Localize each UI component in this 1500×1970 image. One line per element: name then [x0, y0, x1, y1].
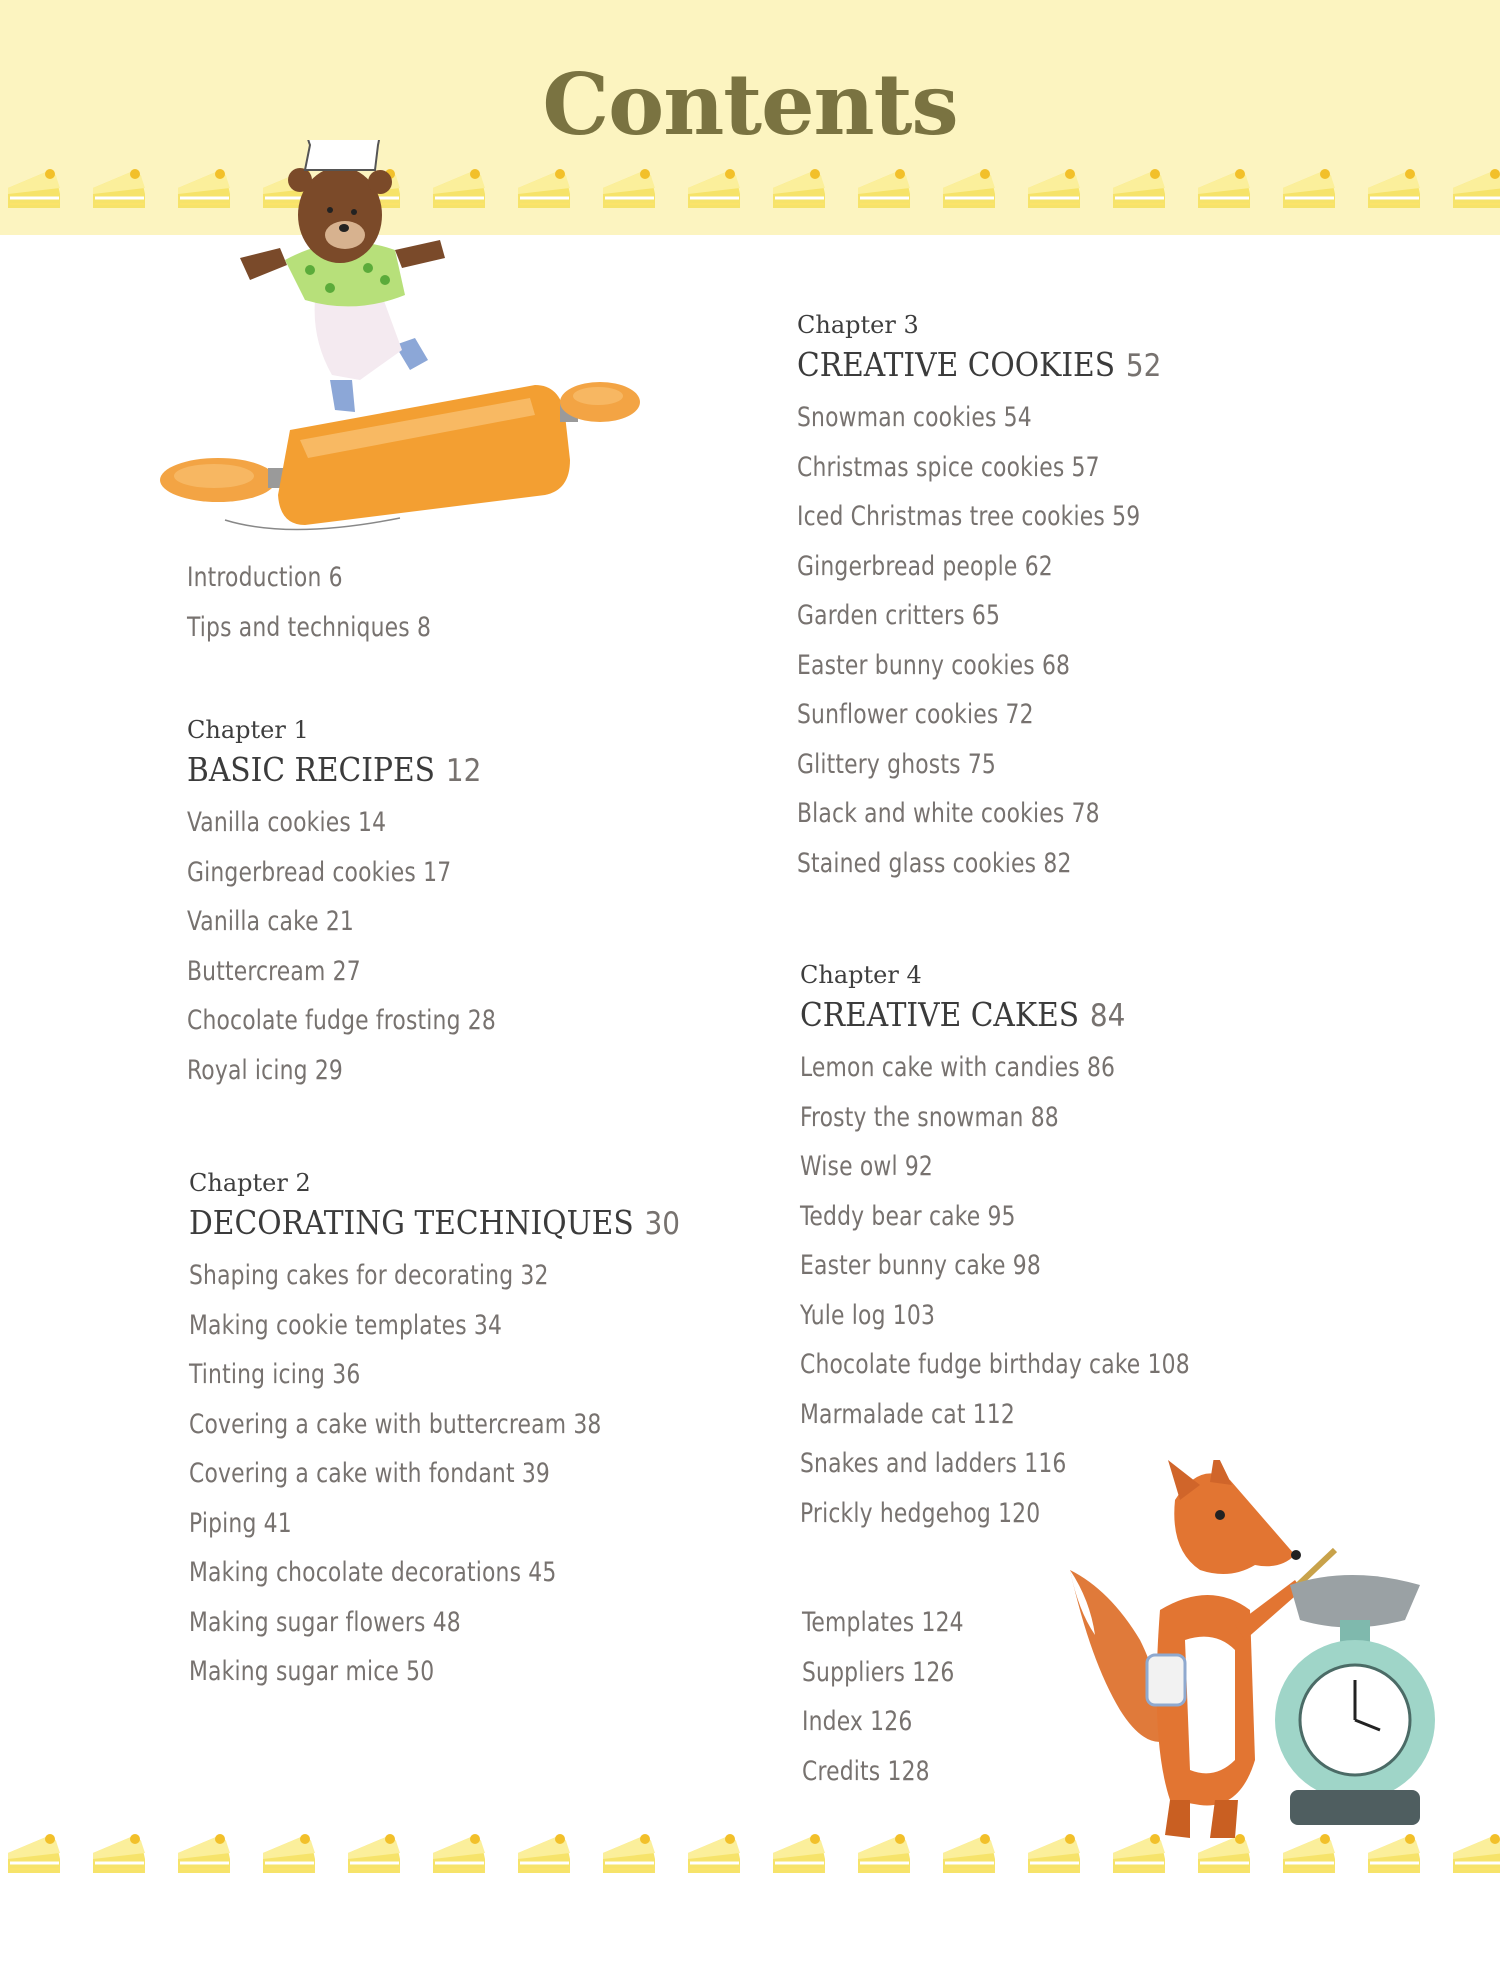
- cake-slice-icon: [1279, 168, 1339, 216]
- cake-slice-icon: [1364, 168, 1424, 216]
- cake-slice-icon: [599, 1833, 659, 1881]
- toc-entry-page: 17: [423, 856, 452, 888]
- toc-entry-label: Chocolate fudge frosting: [187, 1005, 461, 1036]
- toc-entry-label: Piping: [189, 1507, 257, 1539]
- toc-entry-label: Royal icing: [187, 1054, 308, 1086]
- toc-entry[interactable]: [187, 798, 496, 848]
- chapter-1-section: [187, 715, 530, 1095]
- toc-entry-page: 65: [971, 600, 1001, 631]
- toc-entry-label: Covering a cake with fondant: [189, 1458, 515, 1489]
- toc-entry-page: 98: [1012, 1250, 1041, 1281]
- toc-entry-label: Gingerbread cookies: [187, 856, 416, 888]
- cake-slice-icon: [684, 1833, 744, 1881]
- toc-entry-label: Lemon cake with candies: [800, 1052, 1080, 1083]
- cake-slice-icon: [854, 168, 914, 216]
- toc-entry-page: 62: [1024, 550, 1053, 582]
- toc-entry-page: 128: [887, 1755, 930, 1787]
- toc-entry-label: Credits: [802, 1755, 881, 1787]
- cake-slice-icon: [854, 1833, 914, 1881]
- toc-entry-page: 72: [1005, 699, 1034, 730]
- toc-entry[interactable]: [797, 641, 1161, 691]
- cake-slice-icon: [1109, 168, 1169, 216]
- toc-entry-page: 112: [972, 1398, 1015, 1430]
- toc-entry-label: Chocolate fudge birthday cake: [800, 1349, 1141, 1380]
- toc-entry-page: 48: [432, 1606, 461, 1638]
- toc-entry-label: Buttercream: [187, 955, 326, 987]
- cake-slice-icon: [4, 1833, 64, 1881]
- toc-entry-page: 126: [870, 1706, 913, 1737]
- toc-entry[interactable]: [800, 1043, 1190, 1093]
- toc-entry-page: 36: [332, 1359, 361, 1390]
- cake-slice-icon: [1024, 168, 1084, 216]
- toc-entry-label: Shaping cakes for decorating: [189, 1260, 514, 1291]
- toc-entry[interactable]: [189, 1350, 680, 1400]
- toc-entry[interactable]: [800, 1390, 1190, 1440]
- cake-slice-icon: [1449, 168, 1500, 216]
- toc-entry-label: Covering a cake with buttercream: [189, 1408, 567, 1440]
- chapter-heading[interactable]: CREATIVE CAKES 84: [800, 995, 1126, 1034]
- chapter-2-section: [189, 1168, 735, 1697]
- toc-entry-label: Easter bunny cookies: [797, 649, 1035, 681]
- toc-entry[interactable]: [800, 1489, 1190, 1539]
- toc-entry-page: 14: [358, 807, 387, 838]
- toc-entry-page: 57: [1071, 451, 1100, 483]
- toc-entry-page: 103: [892, 1299, 936, 1331]
- toc-entry-introduction[interactable]: Introduction 6: [187, 562, 343, 593]
- toc-entry[interactable]: [800, 1241, 1190, 1291]
- toc-entry-page: 50: [406, 1656, 435, 1687]
- toc-entry[interactable]: [187, 996, 496, 1046]
- toc-entry-label: Sunflower cookies: [797, 699, 999, 730]
- toc-entry-label: Wise owl: [800, 1151, 898, 1182]
- toc-entry[interactable]: [797, 591, 1161, 641]
- toc-entry[interactable]: [797, 492, 1161, 542]
- toc-entry[interactable]: [800, 1192, 1190, 1242]
- toc-entry-label: Iced Christmas tree cookies: [797, 501, 1105, 532]
- toc-entry-label: Making sugar mice: [189, 1656, 400, 1687]
- chapter-label: Chapter 4: [800, 961, 922, 989]
- toc-entry[interactable]: [797, 690, 1161, 740]
- toc-entry-page: 29: [314, 1054, 344, 1086]
- toc-entry-page: 34: [473, 1309, 503, 1341]
- cake-slice-icon: [89, 1833, 149, 1881]
- chapter-heading[interactable]: BASIC RECIPES 12: [187, 750, 482, 789]
- chapter-3-section: [797, 310, 1202, 888]
- toc-entry-tips[interactable]: Tips and techniques 8: [187, 611, 432, 643]
- toc-entry[interactable]: [187, 897, 496, 947]
- toc-entry-label: Making sugar flowers: [189, 1606, 426, 1638]
- toc-entry-label: Prickly hedgehog: [800, 1497, 991, 1529]
- toc-entry-label: Teddy bear cake: [800, 1200, 981, 1232]
- scale-icon: [1275, 1575, 1435, 1825]
- toc-entry[interactable]: [189, 1647, 680, 1697]
- toc-entry-page: 68: [1041, 649, 1071, 681]
- toc-entry-label: Marmalade cat: [800, 1398, 966, 1430]
- cake-slice-icon: [4, 168, 64, 216]
- toc-entry-label: Suppliers: [802, 1656, 906, 1688]
- toc-entry-page: 59: [1112, 501, 1141, 532]
- cake-slice-icon: [174, 1833, 234, 1881]
- cake-slice-icon: [429, 1833, 489, 1881]
- toc-entry[interactable]: [189, 1598, 680, 1648]
- toc-entry-page: 95: [987, 1200, 1016, 1232]
- toc-entry[interactable]: [187, 1046, 496, 1096]
- toc-entry[interactable]: [189, 1499, 680, 1549]
- toc-entry[interactable]: [800, 1291, 1190, 1341]
- toc-entry[interactable]: [802, 1747, 964, 1797]
- toc-entry[interactable]: [800, 1340, 1190, 1390]
- toc-entry[interactable]: [189, 1449, 680, 1499]
- toc-entry[interactable]: [797, 740, 1161, 790]
- chapter-heading[interactable]: CREATIVE COOKIES 52: [797, 345, 1162, 384]
- bear-icon: [240, 140, 445, 412]
- toc-entry[interactable]: [800, 1142, 1190, 1192]
- toc-entry-page: 21: [325, 906, 355, 937]
- toc-entry[interactable]: [187, 947, 496, 997]
- toc-entry-page: 39: [521, 1458, 551, 1489]
- chapter-heading[interactable]: DECORATING TECHNIQUES 30: [189, 1203, 681, 1242]
- rolling-pin-icon: [160, 382, 640, 530]
- toc-entry[interactable]: [802, 1697, 964, 1747]
- cake-slice-icon: [259, 1833, 319, 1881]
- toc-entry-label: Snakes and ladders: [800, 1448, 1018, 1479]
- cake-slice-icon: [514, 1833, 574, 1881]
- toc-entry-page: 45: [528, 1557, 557, 1588]
- toc-entry-page: 108: [1147, 1349, 1190, 1380]
- toc-entry[interactable]: [797, 393, 1161, 443]
- toc-entry-page: 41: [263, 1507, 292, 1539]
- toc-entry-label: Glittery ghosts: [797, 748, 961, 780]
- toc-entry-label: Christmas spice cookies: [797, 451, 1065, 483]
- toc-entry[interactable]: [189, 1548, 680, 1598]
- cake-slice-icon: [769, 168, 829, 216]
- chapter-label: Chapter 1: [187, 716, 309, 744]
- toc-entry-page: 54: [1003, 402, 1032, 433]
- bear-chef-illustration: [140, 140, 640, 540]
- toc-entry-label: Yule log: [800, 1299, 886, 1331]
- toc-entry[interactable]: [797, 789, 1161, 839]
- cake-slice-icon: [1194, 168, 1254, 216]
- toc-entry[interactable]: [797, 443, 1161, 493]
- toc-entry-page: 124: [921, 1607, 964, 1638]
- chapter-label: Chapter 3: [797, 311, 919, 339]
- toc-entry-label: Making cookie templates: [189, 1309, 467, 1341]
- toc-entry[interactable]: [189, 1251, 680, 1301]
- toc-entry-page: 32: [520, 1260, 549, 1291]
- front-matter-list: [187, 553, 458, 652]
- chapter-label: Chapter 2: [189, 1169, 311, 1197]
- toc-entry-page: 27: [332, 955, 361, 987]
- toc-entry-label: Tinting icing: [189, 1359, 326, 1390]
- toc-entry-label: Vanilla cake: [187, 906, 319, 937]
- toc-entry-label: Templates: [802, 1607, 915, 1638]
- toc-entry-page: 75: [967, 748, 997, 780]
- toc-entry-label: Black and white cookies: [797, 798, 1065, 829]
- cake-slice-icon: [344, 1833, 404, 1881]
- toc-entry[interactable]: [187, 848, 496, 898]
- toc-entry-label: Vanilla cookies: [187, 807, 351, 838]
- toc-entry[interactable]: [800, 1439, 1190, 1489]
- toc-entry-label: Easter bunny cake: [800, 1250, 1006, 1281]
- toc-entry[interactable]: [797, 839, 1161, 889]
- toc-entry-label: Gingerbread people: [797, 550, 1018, 582]
- toc-entry-label: Stained glass cookies: [797, 847, 1037, 879]
- page-title: Contents: [542, 55, 958, 154]
- cake-slice-icon: [684, 168, 744, 216]
- toc-entry-label: Snowman cookies: [797, 402, 997, 433]
- back-matter-list: [802, 1598, 982, 1796]
- chapter-4-section: [800, 960, 1233, 1538]
- toc-entry-page: 92: [904, 1151, 934, 1182]
- toc-entry-label: Garden critters: [797, 600, 965, 631]
- toc-entry[interactable]: [189, 1301, 680, 1351]
- toc-entry-page: 38: [573, 1408, 602, 1440]
- toc-entry[interactable]: [797, 542, 1161, 592]
- cake-slice-icon: [939, 168, 999, 216]
- toc-entry-label: Making chocolate decorations: [189, 1557, 522, 1588]
- toc-entry-label: Frosty the snowman: [800, 1101, 1024, 1133]
- toc-entry[interactable]: [802, 1648, 964, 1698]
- toc-entry-page: 120: [998, 1497, 1041, 1529]
- toc-entry[interactable]: [189, 1400, 680, 1450]
- toc-entry-page: 88: [1030, 1101, 1059, 1133]
- cake-slice-icon: [939, 1833, 999, 1881]
- toc-entry-page: 78: [1071, 798, 1100, 829]
- toc-entry[interactable]: [802, 1598, 964, 1648]
- toc-entry[interactable]: [800, 1093, 1190, 1143]
- toc-entry-page: 126: [912, 1656, 955, 1688]
- toc-entry-page: 86: [1086, 1052, 1116, 1083]
- toc-entry-label: Index: [802, 1706, 864, 1737]
- toc-entry-page: 28: [467, 1005, 496, 1036]
- toc-entry-page: 82: [1043, 847, 1072, 879]
- toc-entry-page: 116: [1024, 1448, 1067, 1479]
- cake-slice-icon: [769, 1833, 829, 1881]
